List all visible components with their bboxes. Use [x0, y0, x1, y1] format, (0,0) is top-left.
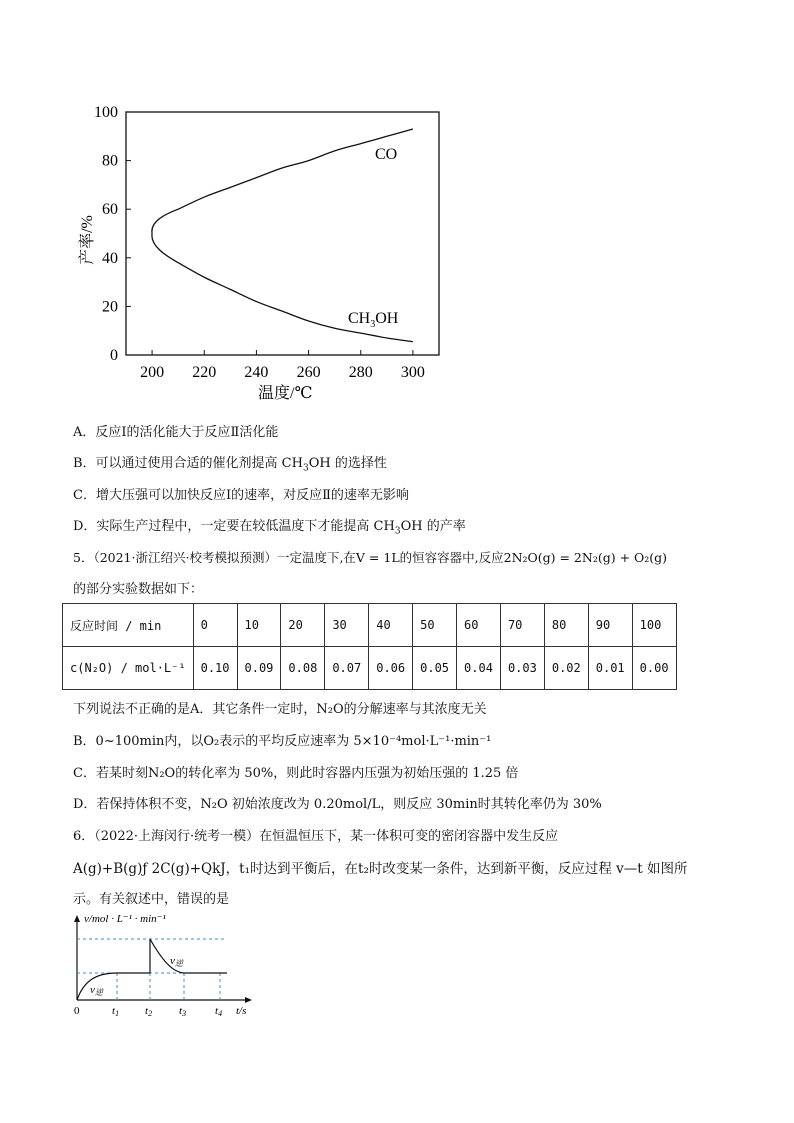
row-header-conc: c(N₂O) / mol·L⁻¹ — [63, 647, 194, 690]
x-tick-label: 260 — [296, 364, 321, 381]
q4-option-b: B．可以通过使用合适的催化剂提高 $CH_3OH$ 的选择性 — [73, 456, 387, 474]
q4-option-d: D．实际生产过程中，一定要在较低温度下才能提高 $CH_3OH$ 的产率 — [73, 519, 466, 537]
q6-stem-line2: A(g)+B(g)ƒ 2C(g)+QkJ，t₁时达到平衡后，在t₂时改变某一条件，达到新平衡，反应过程 v—t 如图所 — [73, 861, 688, 877]
x-tick-label: 220 — [192, 364, 217, 381]
q5-option-d: D．若保持体积不变，N₂O 初始浓度改为 0.20mol/L，则反应 30min时其转化率仍为 30% — [73, 797, 602, 812]
co-label: CO — [375, 146, 398, 163]
y-tick-label: 20 — [102, 298, 118, 316]
svg-text:t4: t4 — [215, 1005, 223, 1018]
q5-option-b: B．0~100min内，以O₂表示的平均反应速率为 5×10⁻⁴mol·L⁻¹·min⁻¹ — [73, 734, 492, 749]
v-t-chart — [62, 910, 262, 1020]
x-arrow-icon — [245, 997, 252, 1003]
table-row-conc: c(N₂O) / mol·L⁻¹ 0.10 0.09 0.08 0.07 0.06 0.05 0.04 0.03 0.02 0.01 0.00 — [63, 647, 677, 690]
svg-text:t2: t2 — [145, 1005, 153, 1018]
x-tick-label: 240 — [244, 364, 269, 381]
q6-stem-line3: 示。有关叙述中，错误的是 — [73, 892, 230, 907]
y-tick-label: 0 — [110, 347, 118, 364]
yield-temperature-chart — [60, 100, 460, 410]
svg-text:v逆: v逆 — [170, 955, 183, 968]
svg-text:t3: t3 — [179, 1005, 187, 1018]
v-rise-curve — [77, 973, 150, 1000]
q5-option-c: C．若某时刻N₂O的转化率为 50%，则此时容器内压强为初始压强的 1.25 倍 — [73, 766, 519, 781]
svg-text:t1: t1 — [112, 1005, 120, 1018]
svg-text:t/s: t/s — [236, 1005, 247, 1017]
v-decay-curve — [150, 939, 227, 973]
y-tick-label: 80 — [102, 152, 118, 170]
svg-text:0: 0 — [74, 1005, 80, 1017]
svg-text:v逆: v逆 — [90, 984, 103, 997]
ch3oh-label: $CH_3OH$ — [348, 310, 399, 330]
svg-text:v/mol · L⁻¹ · min⁻¹: v/mol · L⁻¹ · min⁻¹ — [84, 913, 166, 925]
x-tick-label: 280 — [348, 364, 373, 381]
q5-option-a: 下列说法不正确的是A．其它条件一定时，N₂O的分解速率与其浓度无关 — [73, 702, 487, 717]
y-axis-label: 产率/% — [79, 215, 96, 265]
y-tick-label: 60 — [102, 201, 118, 219]
x-tick-label: 300 — [400, 364, 425, 381]
q6-stem-line1: 6．（2022·上海闵行·统考一模）在恒温恒压下，某一体积可变的密闭容器中发生反应 — [73, 829, 559, 844]
q4-option-a: A．反应Ⅰ的活化能大于反应Ⅱ活化能 — [73, 425, 279, 440]
co-curve — [152, 129, 413, 233]
y-tick-label: 100 — [94, 104, 118, 121]
y-arrow-icon — [74, 915, 80, 922]
q5-stem-line1: 5．（2021·浙江绍兴·校考模拟预测）一定温度下,在V = 1L的恒容容器中,反应2N₂O(g) = 2N₂(g) + O₂(g) — [73, 550, 668, 565]
x-tick-label: 200 — [140, 364, 165, 381]
q5-data-table — [62, 603, 677, 690]
q4-option-c: C．增大压强可以加快反应Ⅰ的速率，对反应Ⅱ的速率无影响 — [73, 488, 409, 503]
y-tick-label: 40 — [102, 249, 118, 267]
row-header-time: 反应时间 / min — [63, 604, 194, 647]
x-axis-label: 温度/℃ — [258, 385, 313, 402]
q5-stem-line2: 的部分实验数据如下： — [73, 582, 204, 597]
table-row-time: 反应时间 / min 0 10 20 30 40 50 60 70 80 90 100 — [63, 604, 677, 647]
